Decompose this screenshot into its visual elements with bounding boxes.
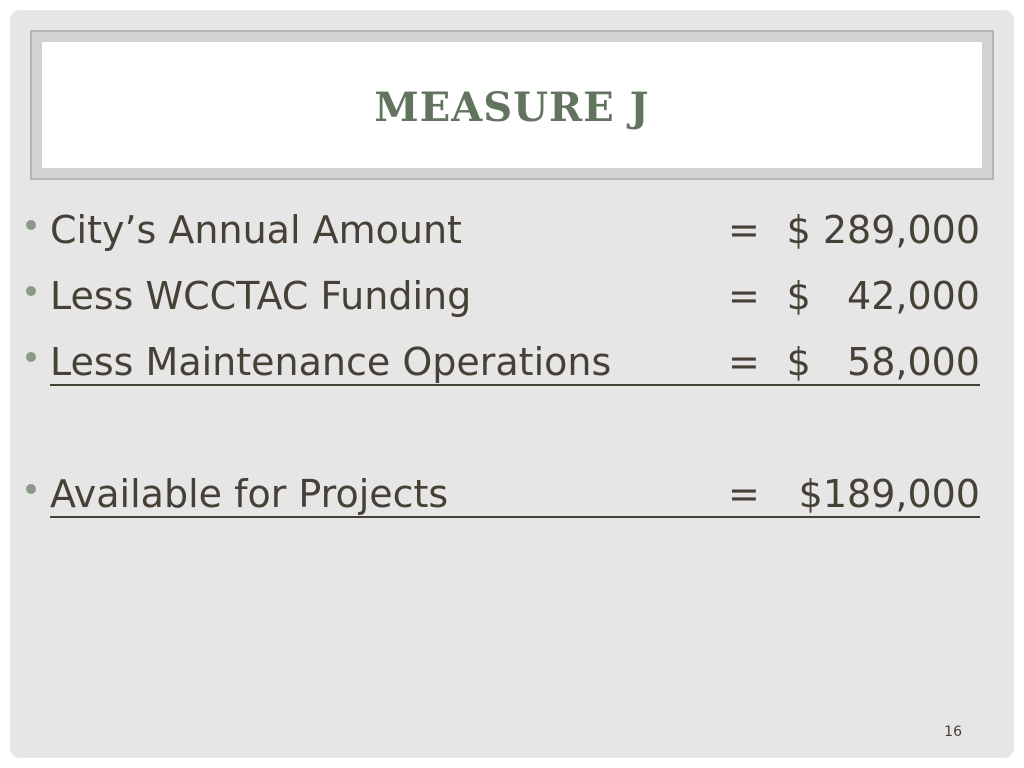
slide-title: MEASURE J [374, 83, 650, 131]
item-amount: $ 289,000 [786, 208, 980, 252]
item-amount: $ 42,000 [786, 274, 980, 318]
item-equals: = [728, 274, 760, 318]
slide [10, 10, 1014, 758]
bullet-icon [26, 220, 36, 230]
item-amount: $ 58,000 [786, 340, 980, 384]
list-item-line [50, 470, 980, 518]
list-item [10, 338, 1014, 386]
bullet-list [10, 10, 1014, 758]
bullet-icon [26, 484, 36, 494]
bullet-icon [26, 352, 36, 362]
bullet-icon [26, 286, 36, 296]
page-number: 16 [944, 724, 962, 740]
list-item [10, 206, 1014, 254]
item-label: Less Maintenance Operations [50, 340, 612, 384]
list-item [10, 470, 1014, 518]
item-amount: $189,000 [798, 472, 980, 516]
list-item [10, 272, 1014, 320]
item-equals: = [728, 472, 760, 516]
item-equals: = [728, 340, 760, 384]
item-label: Available for Projects [50, 472, 449, 516]
list-item-line [50, 206, 980, 254]
list-item-line [50, 338, 980, 386]
item-label: City’s Annual Amount [50, 208, 462, 252]
list-item-line [50, 272, 980, 320]
item-label: Less WCCTAC Funding [50, 274, 472, 318]
item-equals: = [728, 208, 760, 252]
